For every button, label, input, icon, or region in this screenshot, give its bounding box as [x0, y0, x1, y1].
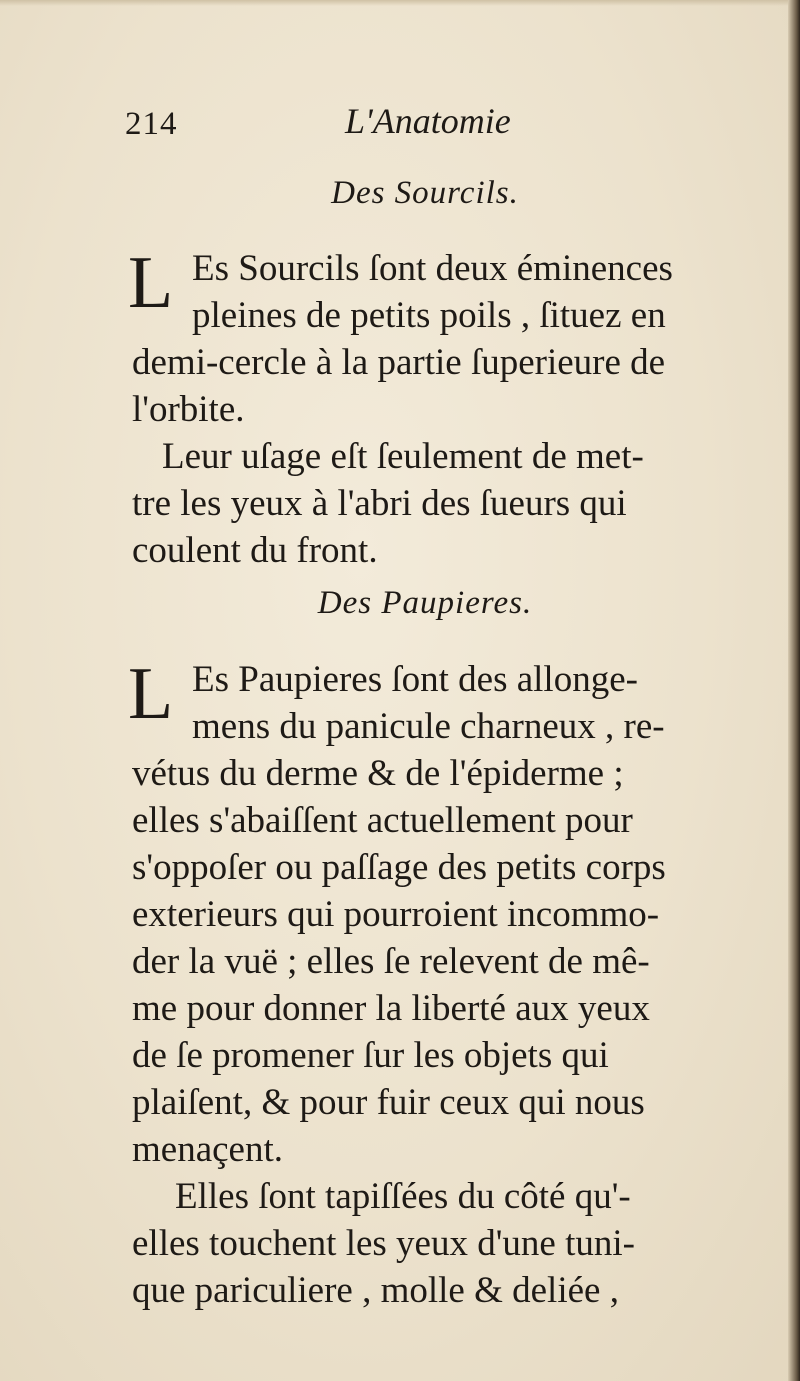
text-line: que pariculiere , molle & deliée ,: [132, 1270, 619, 1311]
text-line: exterieurs qui pourroient incommo-: [132, 894, 660, 935]
drop-cap-sourcils: L: [128, 242, 174, 324]
section-heading-paupieres: Des Paupieres.: [317, 585, 533, 621]
text-line: demi-cercle à la partie ſuperieure de: [132, 342, 666, 383]
drop-cap-paupieres: L: [128, 653, 174, 735]
text-line: l'orbite.: [132, 389, 245, 430]
text-line: vétus du derme & de l'épiderme ;: [132, 753, 624, 794]
text-line: mens du panicule charneux , re-: [192, 706, 665, 747]
running-title: L'Anatomie: [345, 101, 511, 141]
text-line: plaiſent, & pour fuir ceux qui nous: [132, 1082, 645, 1123]
text-line: pleines de petits poils , ſituez en: [192, 295, 666, 336]
page-top-edge: [0, 0, 800, 6]
text-line: coulent du front.: [132, 530, 378, 571]
text-line: s'oppoſer ou paſſage des petits corps: [132, 847, 666, 888]
running-head: [125, 100, 725, 152]
text-line: Leur uſage eſt ſeulement de met-: [162, 436, 644, 477]
text-line: Elles ſont tapiſſées du côté qu'-: [175, 1176, 631, 1217]
text-line: Es Paupieres ſont des allonge-: [192, 659, 638, 700]
page-binding-edge: [788, 0, 800, 1381]
text-line: tre les yeux à l'abri des ſueurs qui: [132, 483, 627, 524]
text-line: menaçent.: [132, 1129, 283, 1170]
text-line: de ſe promener ſur les objets qui: [132, 1035, 609, 1076]
text-line: elles touchent les yeux d'une tuni-: [132, 1223, 635, 1264]
section-heading-sourcils: Des Sourcils.: [331, 175, 519, 211]
page-number: 214: [125, 106, 178, 142]
text-line: der la vuë ; elles ſe relevent de mê-: [132, 941, 650, 982]
text-line: me pour donner la liberté aux yeux: [132, 988, 650, 1029]
text-line: elles s'abaiſſent actuellement pour: [132, 800, 633, 841]
text-line: Es Sourcils ſont deux éminences: [192, 248, 673, 289]
